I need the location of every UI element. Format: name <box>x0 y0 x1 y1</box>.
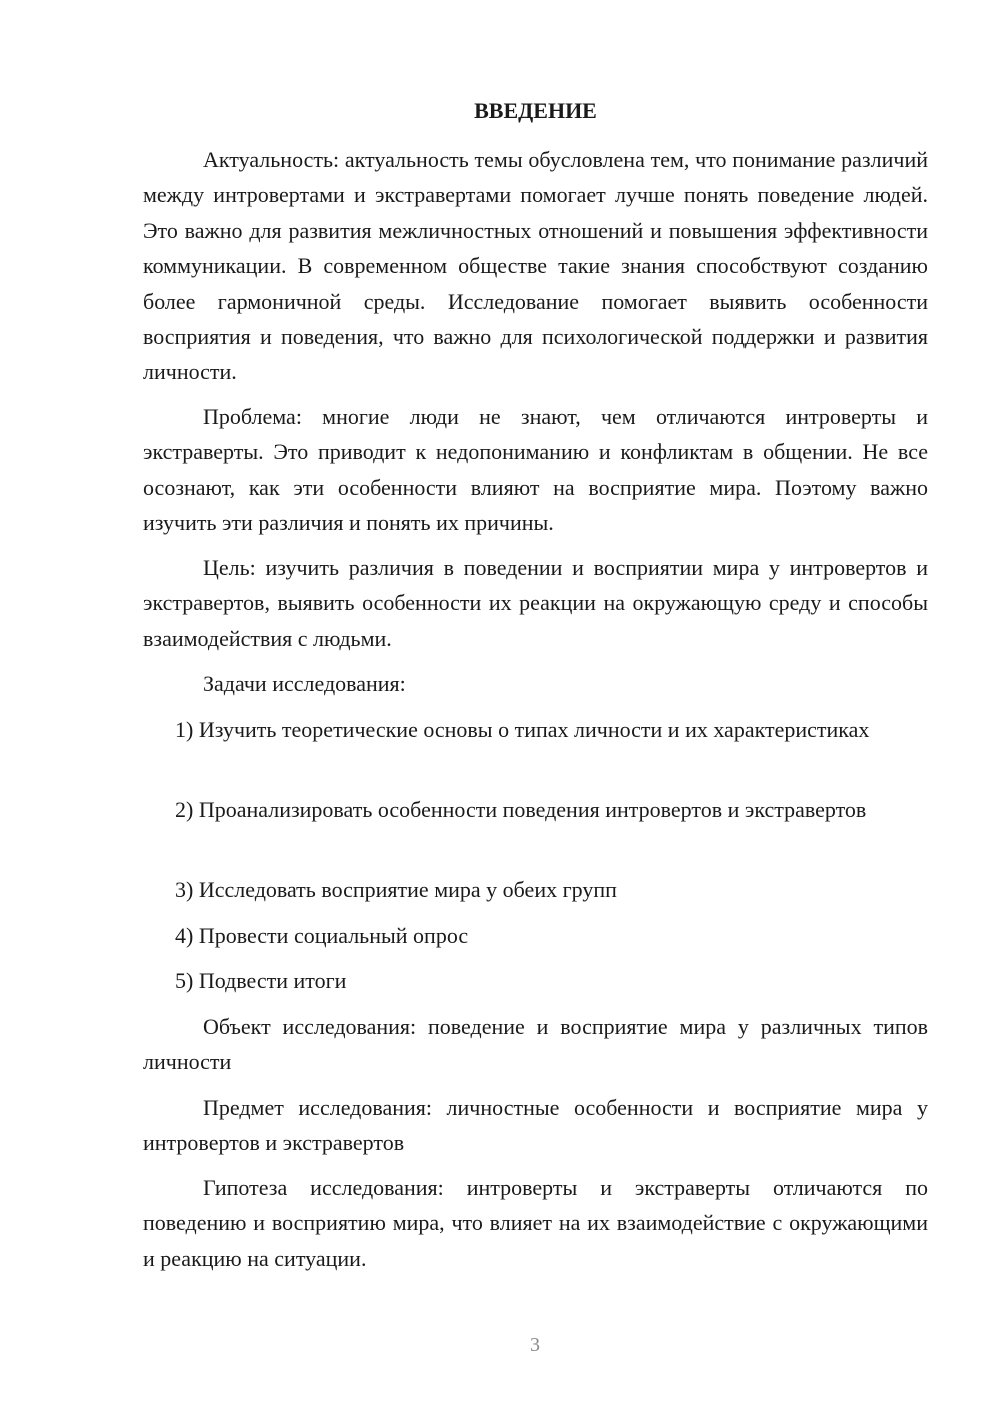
relevance-paragraph: Актуальность: актуальность темы обусловлена тем, что понимание различий между интровертами и экстравертами помогает лучше понять поведение людей. Это важно для развития межличностных отношений и повышения эффективности коммуникации. В современном обществе такие знания способствуют созданию более гармоничной среды. Исследование помогает выявить особенности восприятия и поведения, что важно для психологической поддержки и развития личности. <box>143 147 928 385</box>
subject-paragraph: Предмет исследования: личностные особенности и восприятие мира у интровертов и экстравертов <box>143 1095 928 1156</box>
task-item: 5) Подвести итоги <box>175 968 347 993</box>
hypothesis-paragraph: Гипотеза исследования: интроверты и экстраверты отличаются по поведению и восприятию мира, что влияет на их взаимодействие с окружающими и реакцию на ситуации. <box>143 1175 928 1271</box>
page-heading: ВВЕДЕНИЕ <box>474 98 597 123</box>
object-paragraph: Объект исследования: поведение и восприятие мира у различных типов личности <box>143 1014 928 1075</box>
task-item: 2) Проанализировать особенности поведения интровертов и экстравертов <box>175 797 867 822</box>
tasks-title: Задачи исследования: <box>203 671 406 696</box>
task-item: 4) Провести социальный опрос <box>175 923 469 948</box>
goal-paragraph: Цель: изучить различия в поведении и восприятии мира у интровертов и экстравертов, выявить особенности их реакции на окружающую среду и способы взаимодействия с людьми. <box>143 555 928 651</box>
page-number: 3 <box>530 1334 540 1356</box>
task-item: 3) Исследовать восприятие мира у обеих групп <box>175 877 617 902</box>
problem-paragraph: Проблема: многие люди не знают, чем отличаются интроверты и экстраверты. Это приводит к недопониманию и конфликтам в общении. Не все осознают, как эти особенности влияют на восприятие мира. Поэтому важно изучить эти различия и понять их причины. <box>143 404 928 536</box>
task-item: 1) Изучить теоретические основы о типах личности и их характеристиках <box>175 717 870 742</box>
